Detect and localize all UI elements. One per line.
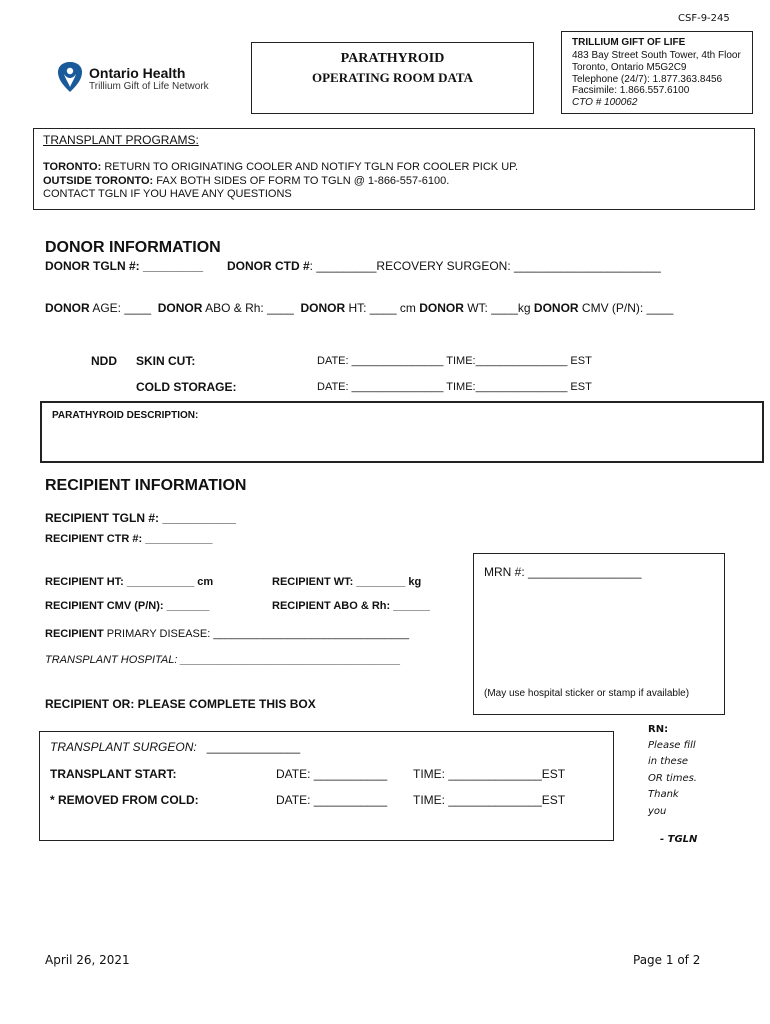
donor-ht-field[interactable]: DONOR HT: ____ cm (300, 301, 416, 315)
transplant-hospital-field[interactable]: TRANSPLANT HOSPITAL: ____________________________________ (45, 654, 401, 666)
transplant-start-time-field[interactable]: TIME: ______________EST (413, 767, 566, 781)
skin-cut-datetime-field[interactable]: DATE: _______________ TIME:_______________ EST (317, 355, 592, 367)
toronto-label: TORONTO: (43, 161, 102, 173)
ontario-health-logo (55, 60, 215, 100)
description-label: PARATHYROID DESCRIPTION: (52, 410, 199, 421)
parathyroid-description-box[interactable] (40, 401, 764, 463)
donor-cmv-field[interactable]: DONOR CMV (P/N): ____ (533, 301, 674, 315)
donor-abo-field[interactable]: DONOR ABO & Rh: ____ (157, 301, 294, 315)
donor-ctd-blank: : _________ (309, 259, 377, 273)
mrn-sticker-box[interactable] (473, 553, 725, 715)
side-note-line-5: you (648, 806, 667, 817)
or-times-box (39, 731, 614, 841)
recipient-ht-field[interactable]: RECIPIENT HT: ___________ cm (45, 576, 214, 588)
title-line-2: OPERATING ROOM DATA (311, 70, 474, 85)
donor-wt-field[interactable]: DONOR WT: ____kg (419, 301, 531, 315)
transplant-surgeon-field[interactable]: TRANSPLANT SURGEON: ______________ (50, 740, 301, 754)
toronto-instruction (43, 161, 518, 173)
side-note-rn: RN: (648, 724, 669, 735)
side-note-signature: - TGLN (660, 834, 698, 845)
removed-from-cold-label: * REMOVED FROM COLD: (50, 793, 199, 807)
donor-stats-row (45, 301, 673, 315)
donor-tgln-field[interactable]: DONOR TGLN #: _________ (45, 259, 204, 273)
recipient-tgln-field[interactable]: RECIPIENT TGLN #: ___________ (45, 511, 236, 525)
removed-time-field[interactable]: TIME: ______________EST (413, 793, 566, 807)
donor-id-row (45, 259, 203, 273)
transplant-programs-box (33, 128, 755, 210)
recovery-surgeon-field[interactable]: RECOVERY SURGEON: ______________________ (376, 259, 661, 273)
side-note-line-2: in these (648, 756, 689, 767)
toronto-text: RETURN TO ORIGINATING COOLER AND NOTIFY TGLN FOR COOLER PICK UP. (101, 161, 519, 173)
donor-ctd-label: DONOR CTD # (227, 259, 310, 273)
donor-heading: DONOR INFORMATION (45, 239, 221, 256)
mrn-field[interactable]: MRN #: _________________ (484, 565, 642, 579)
recipient-cmv-field[interactable]: RECIPIENT CMV (P/N): _______ (45, 600, 210, 612)
org-address-1: 483 Bay Street South Tower, 4th Floor (572, 50, 741, 61)
cold-storage-label: COLD STORAGE: (136, 380, 237, 394)
org-phone: Telephone (24/7): 1.877.363.8456 (572, 74, 723, 85)
outside-text: FAX BOTH SIDES OF FORM TO TGLN @ 1-866-557-6100. (153, 175, 450, 187)
skin-cut-label: SKIN CUT: (136, 354, 196, 368)
recipient-heading: RECIPIENT INFORMATION (45, 477, 247, 494)
recipient-or-note: RECIPIENT OR: PLEASE COMPLETE THIS BOX (45, 697, 316, 711)
recipient-ctr-field[interactable]: RECIPIENT CTR #: ___________ (45, 533, 213, 545)
logo-subtitle: Trillium Gift of Life Network (89, 81, 209, 92)
org-address-2: Toronto, Ontario M5G2C9 (572, 62, 687, 73)
transplant-start-date-field[interactable]: DATE: ___________ (276, 767, 388, 781)
removed-date-field[interactable]: DATE: ___________ (276, 793, 388, 807)
programs-heading: TRANSPLANT PROGRAMS: (43, 133, 199, 147)
cold-storage-datetime-field[interactable]: DATE: _______________ TIME:_______________ EST (317, 381, 592, 393)
title-line-1: PARATHYROID (340, 51, 445, 66)
footer-page-number: Page 1 of 2 (633, 953, 701, 967)
logo-name: Ontario Health (89, 65, 186, 81)
side-note-line-4: Thank (648, 789, 679, 800)
sticker-note: (May use hospital sticker or stamp if available) (484, 688, 690, 699)
trillium-logo-icon (55, 60, 85, 94)
form-title-box (251, 42, 534, 114)
footer-date: April 26, 2021 (45, 953, 130, 967)
org-fax: Facsimile: 1.866.557.6100 (572, 85, 690, 96)
contact-text: CONTACT TGLN IF YOU HAVE ANY QUESTIONS (43, 188, 292, 200)
recipient-abo-field[interactable]: RECIPIENT ABO & Rh: ______ (272, 600, 430, 612)
donor-ctd-field[interactable] (227, 259, 661, 273)
form-code: CSF-9-245 (678, 13, 730, 24)
outside-toronto-instruction (43, 175, 449, 187)
org-name: TRILLIUM GIFT OF LIFE (572, 37, 686, 48)
side-note-line-3: OR times. (648, 773, 697, 784)
outside-label: OUTSIDE TORONTO: (43, 175, 154, 187)
org-cto: CTO # 100062 (572, 97, 638, 108)
donor-age-field[interactable]: DONOR AGE: ____ (45, 301, 152, 315)
org-address-box (561, 31, 753, 114)
recipient-wt-field[interactable]: RECIPIENT WT: ________ kg (272, 576, 422, 588)
ndd-label: NDD (91, 354, 117, 368)
recipient-disease-field[interactable]: RECIPIENT PRIMARY DISEASE: ________________________________ (45, 628, 410, 640)
transplant-start-label: TRANSPLANT START: (50, 767, 177, 781)
side-note-line-1: Please fill (648, 740, 696, 751)
